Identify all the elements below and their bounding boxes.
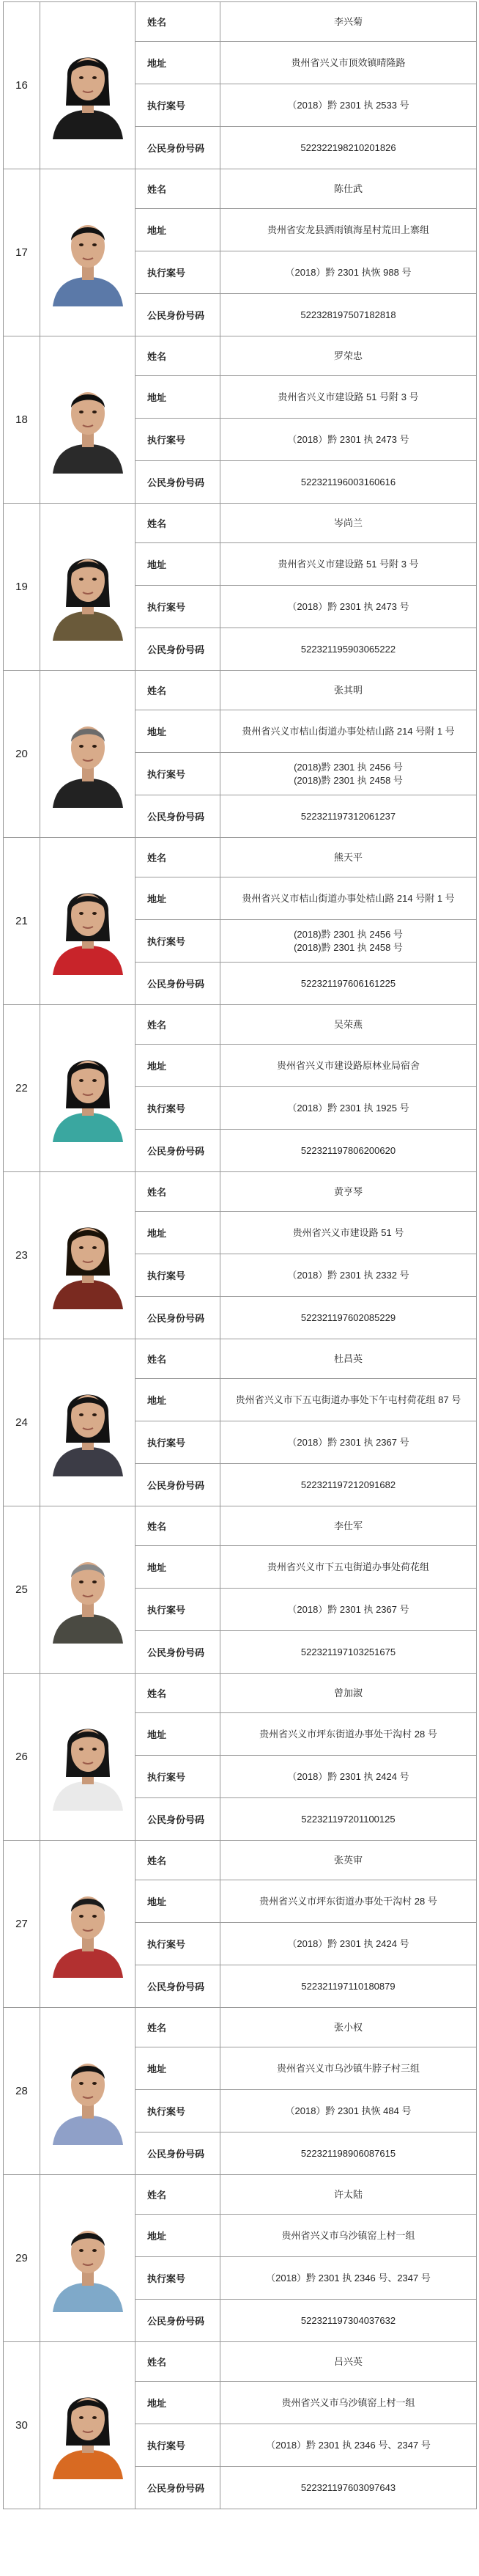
name-label: 姓名: [135, 336, 220, 376]
table-row: [4, 671, 477, 710]
id-value: 522321198906087615: [220, 2132, 477, 2175]
case-value: [220, 251, 477, 294]
table-row: [4, 504, 477, 543]
address-label: 地址: [135, 2215, 220, 2257]
case-label: 执行案号: [135, 2424, 220, 2467]
man-portrait: [45, 367, 130, 474]
case-value: [220, 2424, 477, 2467]
address-label: 地址: [135, 2047, 220, 2090]
id-label: 公民身份号码: [135, 2132, 220, 2175]
photo-cell: [40, 1506, 135, 1674]
case-value: [220, 586, 477, 628]
table-row: [4, 2342, 477, 2382]
id-label: 公民身份号码: [135, 2467, 220, 2509]
address-label: 地址: [135, 1045, 220, 1087]
case-value: [220, 753, 477, 795]
name-label: 姓名: [135, 838, 220, 877]
case-number: （2018）黔 2301 执 2473 号: [287, 433, 409, 445]
id-value: 522321197602085229: [220, 1297, 477, 1339]
id-label: 公民身份号码: [135, 2300, 220, 2342]
table-row: [4, 169, 477, 209]
address-label: 地址: [135, 1379, 220, 1421]
table-row: [4, 1339, 477, 1379]
photo-cell: [40, 2, 135, 169]
address-label: 地址: [135, 1880, 220, 1923]
address-value: 贵州省兴义市坪东街道办事处干沟村 28 号: [220, 1880, 477, 1923]
name-label: 姓名: [135, 2, 220, 42]
name-value: 张其明: [220, 671, 477, 710]
id-value: 522321197110180879: [220, 1965, 477, 2008]
table-row: [4, 1172, 477, 1212]
case-number: （2018）黔 2301 执 2367 号: [287, 1603, 409, 1615]
photo-cell: [40, 1339, 135, 1506]
address-value: 贵州省兴义市顶效镇晴隆路: [220, 42, 477, 84]
address-label: 地址: [135, 1546, 220, 1589]
record-number: 21: [4, 838, 40, 1005]
address-label: 地址: [135, 2382, 220, 2424]
record-number: 30: [4, 2342, 40, 2509]
name-label: 姓名: [135, 1005, 220, 1045]
address-value: 贵州省兴义市建设路 51 号附 3 号: [220, 543, 477, 586]
case-value: [220, 2257, 477, 2300]
record-number: 24: [4, 1339, 40, 1506]
address-value: 贵州省兴义市乌沙镇窑上村一组: [220, 2215, 477, 2257]
address-value: 贵州省兴义市桔山街道办事处桔山路 214 号附 1 号: [220, 710, 477, 753]
case-value: [220, 1923, 477, 1965]
case-label: 执行案号: [135, 753, 220, 795]
case-label: 执行案号: [135, 2090, 220, 2132]
record-number: 19: [4, 504, 40, 671]
man-portrait: [45, 1871, 130, 1978]
case-label: 执行案号: [135, 1589, 220, 1631]
photo-cell: [40, 504, 135, 671]
case-number: （2018）黔 2301 执 2473 号: [287, 600, 409, 612]
case-value: [220, 2090, 477, 2132]
case-number: （2018）黔 2301 执 2332 号: [287, 1269, 409, 1281]
table-row: [4, 2175, 477, 2215]
name-label: 姓名: [135, 2175, 220, 2215]
id-value: 522321195903065222: [220, 628, 477, 671]
record-number: 23: [4, 1172, 40, 1339]
address-value: 贵州省兴义市下五屯街道办事处下午屯村荷花组 87 号: [220, 1379, 477, 1421]
case-number: (2018)黔 2301 执 2458 号: [294, 941, 403, 953]
id-label: 公民身份号码: [135, 294, 220, 336]
address-value: 贵州省兴义市乌沙镇牛脖子村三组: [220, 2047, 477, 2090]
id-value: 522321197806200620: [220, 1130, 477, 1172]
case-number: (2018)黔 2301 执 2458 号: [294, 774, 403, 786]
man-portrait: [45, 701, 130, 808]
address-value: 贵州省兴义市建设路 51 号: [220, 1212, 477, 1254]
case-number: (2018)黔 2301 执 2456 号: [294, 761, 403, 773]
id-value: 522322198210201826: [220, 127, 477, 169]
name-label: 姓名: [135, 1674, 220, 1713]
wanted-list-table: [3, 1, 477, 2509]
case-number: （2018）黔 2301 执 2424 号: [287, 1937, 409, 1949]
address-label: 地址: [135, 1713, 220, 1756]
id-value: 522321196003160616: [220, 461, 477, 504]
case-value: [220, 920, 477, 963]
table-row: [4, 2008, 477, 2047]
name-value: 吕兴英: [220, 2342, 477, 2382]
woman-portrait: [45, 32, 130, 139]
photo-cell: [40, 1674, 135, 1841]
name-label: 姓名: [135, 671, 220, 710]
name-value: 吴荣燕: [220, 1005, 477, 1045]
name-value: 岑尚兰: [220, 504, 477, 543]
case-number: (2018)黔 2301 执 2456 号: [294, 928, 403, 940]
woman-portrait: [45, 1704, 130, 1811]
name-value: 张小权: [220, 2008, 477, 2047]
record-number: 22: [4, 1005, 40, 1172]
photo-cell: [40, 671, 135, 838]
id-value: 522321197201100125: [220, 1798, 477, 1841]
id-label: 公民身份号码: [135, 1464, 220, 1506]
address-label: 地址: [135, 209, 220, 251]
name-value: 张英审: [220, 1841, 477, 1880]
address-label: 地址: [135, 543, 220, 586]
case-number: （2018）黔 2301 执 2533 号: [287, 99, 409, 111]
record-number: 18: [4, 336, 40, 504]
woman-portrait: [45, 868, 130, 975]
address-label: 地址: [135, 376, 220, 419]
address-value: 贵州省兴义市桔山街道办事处桔山路 214 号附 1 号: [220, 877, 477, 920]
address-value: 贵州省兴义市乌沙镇窑上村一组: [220, 2382, 477, 2424]
photo-cell: [40, 2008, 135, 2175]
photo-cell: [40, 169, 135, 336]
case-number: （2018）黔 2301 执恢 988 号: [285, 266, 412, 278]
id-value: 522321197304037632: [220, 2300, 477, 2342]
case-value: [220, 1254, 477, 1297]
photo-cell: [40, 838, 135, 1005]
name-value: 李兴菊: [220, 2, 477, 42]
name-label: 姓名: [135, 2008, 220, 2047]
address-value: 贵州省兴义市下五屯街道办事处荷花组: [220, 1546, 477, 1589]
woman-portrait: [45, 1369, 130, 1476]
name-label: 姓名: [135, 1506, 220, 1546]
name-value: 杜昌英: [220, 1339, 477, 1379]
address-label: 地址: [135, 42, 220, 84]
table-row: [4, 2, 477, 42]
case-number: （2018）黔 2301 执 2424 号: [287, 1770, 409, 1782]
case-label: 执行案号: [135, 251, 220, 294]
address-label: 地址: [135, 710, 220, 753]
case-label: 执行案号: [135, 1421, 220, 1464]
address-label: 地址: [135, 1212, 220, 1254]
case-value: [220, 1087, 477, 1130]
name-label: 姓名: [135, 1339, 220, 1379]
case-label: 执行案号: [135, 1923, 220, 1965]
name-value: 李仕军: [220, 1506, 477, 1546]
address-value: 贵州省兴义市建设路 51 号附 3 号: [220, 376, 477, 419]
id-label: 公民身份号码: [135, 1297, 220, 1339]
record-number: 28: [4, 2008, 40, 2175]
id-label: 公民身份号码: [135, 461, 220, 504]
case-label: 执行案号: [135, 84, 220, 127]
address-label: 地址: [135, 877, 220, 920]
name-label: 姓名: [135, 169, 220, 209]
name-label: 姓名: [135, 1172, 220, 1212]
case-value: [220, 1589, 477, 1631]
table-row: [4, 336, 477, 376]
case-number: （2018）黔 2301 执 2346 号、2347 号: [266, 2439, 431, 2451]
address-value: 贵州省兴义市建设路原林业局宿舍: [220, 1045, 477, 1087]
man-portrait: [45, 199, 130, 306]
case-number: （2018）黔 2301 执恢 484 号: [285, 2105, 412, 2116]
id-label: 公民身份号码: [135, 1798, 220, 1841]
address-value: 贵州省安龙县洒雨镇海星村荒田上寨组: [220, 209, 477, 251]
table-row: [4, 1005, 477, 1045]
id-label: 公民身份号码: [135, 1631, 220, 1674]
id-value: 522321197212091682: [220, 1464, 477, 1506]
name-value: 许太陆: [220, 2175, 477, 2215]
photo-cell: [40, 2175, 135, 2342]
case-value: [220, 1421, 477, 1464]
case-value: [220, 84, 477, 127]
photo-cell: [40, 336, 135, 504]
table-body: [4, 2, 477, 2509]
address-value: 贵州省兴义市坪东街道办事处干沟村 28 号: [220, 1713, 477, 1756]
name-label: 姓名: [135, 2342, 220, 2382]
id-value: 522321197603097643: [220, 2467, 477, 2509]
record-number: 17: [4, 169, 40, 336]
name-value: 黄亨琴: [220, 1172, 477, 1212]
case-label: 执行案号: [135, 920, 220, 963]
man-portrait: [45, 2038, 130, 2145]
woman-portrait: [45, 534, 130, 641]
id-value: 522321197606161225: [220, 963, 477, 1005]
id-value: 522328197507182818: [220, 294, 477, 336]
table-row: [4, 1506, 477, 1546]
id-label: 公民身份号码: [135, 628, 220, 671]
id-label: 公民身份号码: [135, 1965, 220, 2008]
id-value: 522321197312061237: [220, 795, 477, 838]
woman-portrait: [45, 1202, 130, 1309]
photo-cell: [40, 2342, 135, 2509]
id-label: 公民身份号码: [135, 795, 220, 838]
case-label: 执行案号: [135, 1254, 220, 1297]
id-label: 公民身份号码: [135, 127, 220, 169]
table-row: [4, 1674, 477, 1713]
name-value: 熊天平: [220, 838, 477, 877]
photo-cell: [40, 1005, 135, 1172]
name-label: 姓名: [135, 1841, 220, 1880]
name-label: 姓名: [135, 504, 220, 543]
woman-portrait: [45, 1035, 130, 1142]
record-number: 27: [4, 1841, 40, 2008]
man-portrait: [45, 1537, 130, 1644]
case-label: 执行案号: [135, 2257, 220, 2300]
table-row: [4, 1841, 477, 1880]
table-row: [4, 838, 477, 877]
name-value: 罗荣忠: [220, 336, 477, 376]
case-value: [220, 419, 477, 461]
photo-cell: [40, 1841, 135, 2008]
record-number: 16: [4, 2, 40, 169]
record-number: 29: [4, 2175, 40, 2342]
case-value: [220, 1756, 477, 1798]
record-number: 20: [4, 671, 40, 838]
id-value: 522321197103251675: [220, 1631, 477, 1674]
id-label: 公民身份号码: [135, 963, 220, 1005]
case-number: （2018）黔 2301 执 2367 号: [287, 1436, 409, 1448]
record-number: 26: [4, 1674, 40, 1841]
case-label: 执行案号: [135, 1756, 220, 1798]
case-label: 执行案号: [135, 586, 220, 628]
name-value: 陈仕武: [220, 169, 477, 209]
case-number: （2018）黔 2301 执 2346 号、2347 号: [266, 2272, 431, 2284]
man-portrait: [45, 2205, 130, 2312]
id-label: 公民身份号码: [135, 1130, 220, 1172]
name-value: 曾加淑: [220, 1674, 477, 1713]
case-label: 执行案号: [135, 1087, 220, 1130]
record-number: 25: [4, 1506, 40, 1674]
case-label: 执行案号: [135, 419, 220, 461]
photo-cell: [40, 1172, 135, 1339]
woman-portrait: [45, 2372, 130, 2479]
case-number: （2018）黔 2301 执 1925 号: [287, 1102, 409, 1114]
